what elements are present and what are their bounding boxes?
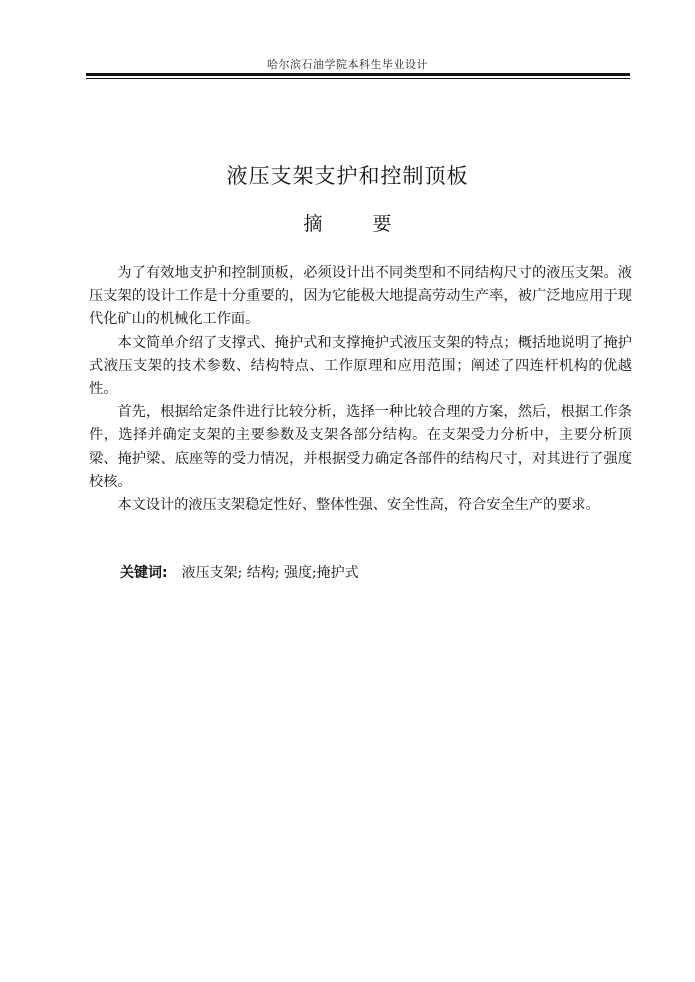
header-rule-thick — [86, 73, 630, 76]
abstract-heading: 摘 要 — [303, 213, 414, 235]
page-header: 哈尔滨石油学院本科生毕业设计 — [267, 58, 428, 71]
abstract-paragraph: 首先，根据给定条件进行比较分析，选择一种比较合理的方案，然后，根据工作条件，选择并确定支架的主要参数及支架各部分结构。在支架受力分析中，主要分析顶梁、掩护梁、底座等的受力情况，并根据受力确定各部件的结构尺寸，对其进行了强度校核。 — [89, 404, 632, 490]
keywords-value: 液压支架; 结构; 强度;掩护式 — [181, 565, 359, 581]
keywords-line — [120, 562, 359, 584]
abstract-paragraph: 本文简单介绍了支撑式、掩护式和支撑掩护式液压支架的特点；概括地说明了掩护式液压支架的技术参数、结构特点、工作原理和应用范围；阐述了四连杆机构的优越性。 — [89, 334, 632, 398]
keywords-label: 关键词: — [120, 565, 168, 581]
abstract-paragraph: 为了有效地支护和控制顶板，必须设计出不同类型和不同结构尺寸的液压支架。液压支架的设计工作是十分重要的，因为它能极大地提高劳动生产率，被广泛地应用于现代化矿山的机械化工作面。 — [89, 265, 632, 328]
abstract-paragraph: 本文设计的液压支架稳定性好、整体性强、安全性高，符合安全生产的要求。 — [117, 497, 600, 514]
document-title: 液压支架支护和控制顶板 — [226, 164, 469, 188]
header-rule-thin — [86, 78, 630, 79]
abstract-body — [89, 262, 632, 517]
